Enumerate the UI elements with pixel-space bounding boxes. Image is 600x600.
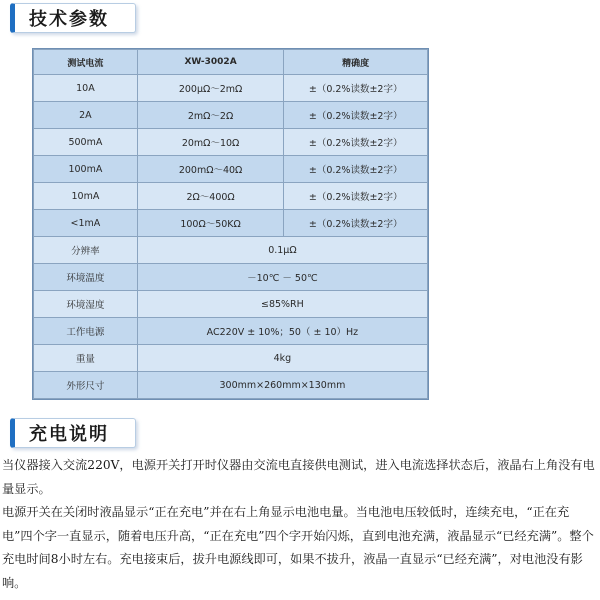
cell-value: －10℃ － 50℃ bbox=[137, 264, 427, 291]
cell-range: 2mΩ～2Ω bbox=[137, 102, 284, 129]
cell-current: 100mA bbox=[34, 156, 138, 183]
cell-label: 重量 bbox=[34, 345, 138, 372]
table-row bbox=[34, 237, 428, 264]
cell-label: 外形尺寸 bbox=[34, 372, 138, 399]
header-accuracy: 精确度 bbox=[284, 50, 428, 75]
charge-paragraph-1: 当仪器接入交流220V，电源开关打开时仪器由交流电直接供电测试，进入电流选择状态后，液晶右上角没有电量显示。 bbox=[2, 458, 595, 496]
table-row bbox=[34, 183, 428, 210]
header-model: XW-3002A bbox=[137, 50, 284, 75]
cell-value: 0.1μΩ bbox=[137, 237, 427, 264]
header-current: 测试电流 bbox=[34, 50, 138, 75]
cell-range: 200mΩ～40Ω bbox=[137, 156, 284, 183]
cell-range: 20mΩ～10Ω bbox=[137, 129, 284, 156]
cell-current: <1mA bbox=[34, 210, 138, 237]
table-row bbox=[34, 156, 428, 183]
cell-accuracy: ±（0.2%读数±2字） bbox=[284, 102, 428, 129]
cell-current: 10A bbox=[34, 75, 138, 102]
cell-accuracy: ±（0.2%读数±2字） bbox=[284, 156, 428, 183]
cell-value: 4kg bbox=[137, 345, 427, 372]
cell-label: 分辨率 bbox=[34, 237, 138, 264]
cell-value: 300mm×260mm×130mm bbox=[137, 372, 427, 399]
charge-section-header bbox=[10, 418, 136, 448]
spec-section-header bbox=[10, 3, 136, 33]
cell-accuracy: ±（0.2%读数±2字） bbox=[284, 210, 428, 237]
table-row bbox=[34, 264, 428, 291]
cell-accuracy: ±（0.2%读数±2字） bbox=[284, 129, 428, 156]
cell-current: 500mA bbox=[34, 129, 138, 156]
table-row bbox=[34, 102, 428, 129]
charge-paragraph-2: 电源开关在关闭时液晶显示“正在充电”并在右上角显示电池电量。当电池电压较低时，连续充电，“正在充电”四个字一直显示，随着电压升高，“正在充电”四个字开始闪烁，直到电池充满，液晶显示“已经充满”。整个充电时间8小时左右。充电接束后，拔升电源线即可，如果不拔升，液晶一直显示“已经充满”，对电池没有影响。 bbox=[2, 505, 594, 590]
cell-accuracy: ±（0.2%读数±2字） bbox=[284, 183, 428, 210]
spec-section-title: 技术参数 bbox=[29, 9, 109, 30]
cell-current: 10mA bbox=[34, 183, 138, 210]
cell-accuracy: ±（0.2%读数±2字） bbox=[284, 75, 428, 102]
table-row bbox=[34, 129, 428, 156]
spec-table-wrapper bbox=[32, 48, 429, 400]
cell-value: AC220V ± 10%；50（ ± 10）Hz bbox=[137, 318, 427, 345]
cell-range: 2Ω～400Ω bbox=[137, 183, 284, 210]
table-row bbox=[34, 318, 428, 345]
cell-label: 环境温度 bbox=[34, 264, 138, 291]
cell-range: 200μΩ～2mΩ bbox=[137, 75, 284, 102]
charge-section-title: 充电说明 bbox=[29, 424, 109, 445]
cell-label: 环境湿度 bbox=[34, 291, 138, 318]
table-row bbox=[34, 210, 428, 237]
charge-description bbox=[2, 454, 596, 595]
cell-current: 2A bbox=[34, 102, 138, 129]
cell-value: ≤85%RH bbox=[137, 291, 427, 318]
cell-range: 100Ω～50KΩ bbox=[137, 210, 284, 237]
table-row bbox=[34, 372, 428, 399]
table-row bbox=[34, 291, 428, 318]
spec-table bbox=[33, 49, 428, 399]
table-header-row bbox=[34, 50, 428, 75]
table-row bbox=[34, 345, 428, 372]
cell-label: 工作电源 bbox=[34, 318, 138, 345]
table-row bbox=[34, 75, 428, 102]
